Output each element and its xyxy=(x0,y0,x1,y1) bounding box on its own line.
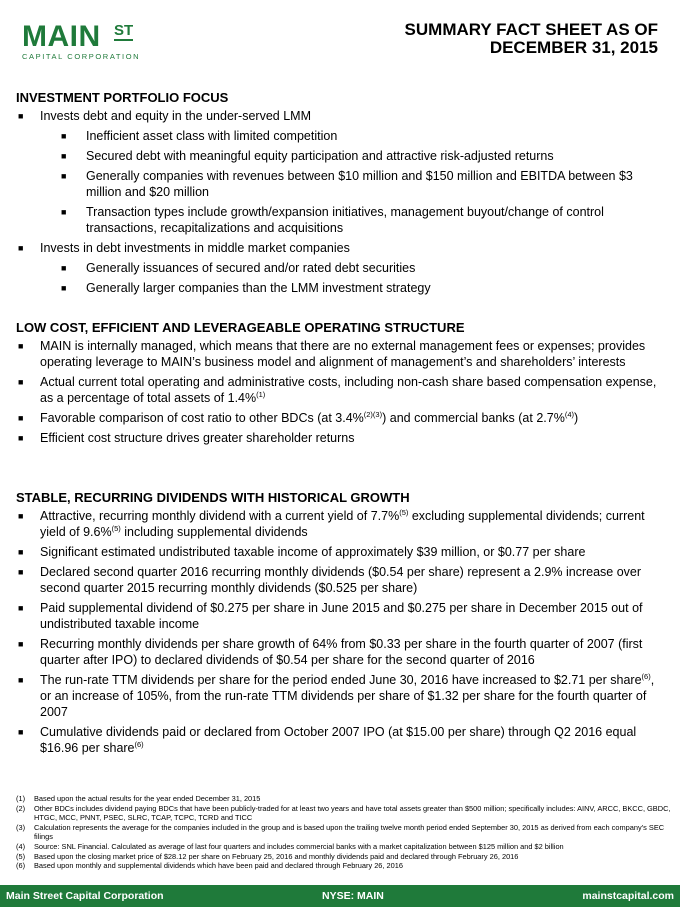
bullet-text: The run-rate TTM dividends per share for the period ended June 30, 2016 have increased to $2.71 per share xyxy=(40,673,642,687)
footnote-text: Based upon the closing market price of $28.12 per share on February 25, 2016 and monthly dividends paid and declared through February 26, 2016 xyxy=(34,851,519,861)
sub-bullet-item: ■ Secured debt with meaningful equity participation and attractive risk-adjusted returns xyxy=(16,148,666,164)
bullet-text: Attractive, recurring monthly dividend with a current yield of 7.7% xyxy=(40,509,400,523)
bullet-text: ) and commercial banks (at 2.7% xyxy=(382,411,565,425)
sub-bullet-item: ■ Generally issuances of secured and/or rated debt securities xyxy=(16,260,666,276)
footer-ticker: NYSE: MAIN xyxy=(322,890,384,902)
logo-subtitle: CAPITAL CORPORATION xyxy=(22,52,141,61)
sub-bullet-item: ■ Transaction types include growth/expansion initiatives, management buyout/change of control transactions, recapitalizations and acquisitions xyxy=(16,204,666,236)
footnote-number: (1) xyxy=(16,794,26,803)
footnote-text: Based upon monthly and supplemental dividends which have been paid and declared through February 26, 2016 xyxy=(34,861,403,871)
title-line-1: SUMMARY FACT SHEET AS OF xyxy=(404,20,658,39)
footnote xyxy=(16,852,676,862)
section-title-dividends: STABLE, RECURRING DIVIDENDS WITH HISTORICAL GROWTH xyxy=(16,490,410,505)
bullet-item xyxy=(16,672,666,720)
document-title xyxy=(358,21,658,57)
footnote-number: (6) xyxy=(16,861,26,871)
bullet-item xyxy=(16,410,666,426)
bullet-text: including supplemental dividends xyxy=(120,525,308,539)
title-line-2: DECEMBER 31, 2015 xyxy=(489,38,658,57)
bullet-text: , or an increase of 105%, from the run-rate TTM dividends per share of $1.32 per share for the fourth quarter of 2007 xyxy=(40,673,655,719)
bullet-item: ■ Significant estimated undistributed taxable income of approximately $39 million, or $0.77 per share xyxy=(16,544,666,560)
footnote-number: (5) xyxy=(16,851,26,861)
footnote-text: Source: SNL Financial. Calculated as average of last four quarters and includes commercial banks with a market capitalization between $125 million and $2 billion xyxy=(34,841,564,851)
bullet-item xyxy=(16,374,666,406)
footnote-ref: (6) xyxy=(641,671,651,681)
footnote-number: (3) xyxy=(16,822,26,832)
sub-bullet-item: ■ Generally companies with revenues between $10 million and $150 million and EBITDA between $3 million and $20 million xyxy=(16,168,666,200)
bullet-item: ■ Recurring monthly dividends per share growth of 64% from $0.33 per share in the fourth quarter of 2007 (first quarter after IPO) to declared dividends of $0.54 per share for the second quarter of 2016 xyxy=(16,636,666,668)
footnote xyxy=(16,804,676,823)
main-content xyxy=(16,90,666,760)
section-title-operating-structure: LOW COST, EFFICIENT AND LEVERAGEABLE OPERATING STRUCTURE xyxy=(16,320,465,335)
footnote-text: Calculation represents the average for the companies included in the group and is based upon the trailing twelve month period ended September 30, 2015 as derived from each company’s SEC filings xyxy=(34,822,665,842)
sub-bullet-item: ■ Inefficient asset class with limited competition xyxy=(16,128,666,144)
footer-website: mainstcapital.com xyxy=(582,890,674,902)
bullet-item: ■ Invests in debt investments in middle market companies xyxy=(16,240,666,256)
footnote-ref: (5) xyxy=(111,523,121,533)
footer-company: Main Street Capital Corporation xyxy=(6,890,164,902)
bullet-item: ■ MAIN is internally managed, which means that there are no external management fees or expenses; provides operating leverage to MAIN’s business model and alignment of management’s and shareholders’ interests xyxy=(16,338,666,370)
bullet-item: ■ Paid supplemental dividend of $0.275 per share in June 2015 and $0.275 per share in December 2015 out of undistributed taxable income xyxy=(16,600,666,632)
footnote-number: (2) xyxy=(16,803,26,813)
bullet-item: ■ Declared second quarter 2016 recurring monthly dividends ($0.54 per share) represent a 2.9% increase over second quarter 2015 recurring monthly dividends ($0.525 per share) xyxy=(16,564,666,596)
footnote-text: Based upon the actual results for the year ended December 31, 2015 xyxy=(34,794,261,803)
bullet-text: excluding supplemental dividends; current yield of 9.6% xyxy=(40,509,645,539)
bullet-item xyxy=(16,508,666,540)
footnote-ref: (2)(3) xyxy=(363,409,383,419)
bullet-item: ■ Invests debt and equity in the under-served LMM xyxy=(16,108,666,124)
bullet-item: ■ Efficient cost structure drives greater shareholder returns xyxy=(16,430,666,446)
logo-wordmark: MAIN xyxy=(22,20,101,53)
footnote xyxy=(16,794,676,804)
footnote-ref: (5) xyxy=(399,507,409,517)
bullet-text: ) xyxy=(574,411,579,425)
bullet-item xyxy=(16,724,666,756)
company-logo xyxy=(22,22,162,62)
page-footer xyxy=(0,885,680,907)
sub-bullet-item: ■ Generally larger companies than the LMM investment strategy xyxy=(16,280,666,296)
footnote-ref: (4) xyxy=(564,409,574,419)
logo-st-mark: ST xyxy=(114,22,134,39)
bullet-text: Cumulative dividends paid or declared from October 2007 IPO (at $15.00 per share) through Q2 2016 equal $16.96 per share xyxy=(40,725,637,755)
footnote xyxy=(16,823,676,842)
footnote-ref: (6) xyxy=(134,739,144,749)
footnote-number: (4) xyxy=(16,841,26,851)
bullet-text: Actual current total operating and administrative costs, including non-cash share based compensation expense, as a percentage of total assets of 1.4% xyxy=(40,375,657,405)
footnote xyxy=(16,861,676,871)
footnote-text: Other BDCs includes dividend paying BDCs that have been publicly-traded for at least two years and have total assets greater than $500 million; specifically includes: AINV, ARCC, BKCC, GBDC, HTGC, MCC, PNNT, PSEC, SLRC, TCAP, TCPC, TCRD and TICC xyxy=(34,803,671,823)
section-title-portfolio: INVESTMENT PORTFOLIO FOCUS xyxy=(16,90,229,105)
footnote-ref: (1) xyxy=(256,389,266,399)
footnote xyxy=(16,842,676,852)
bullet-text: Favorable comparison of cost ratio to other BDCs (at 3.4% xyxy=(40,411,364,425)
footnotes xyxy=(16,794,676,871)
